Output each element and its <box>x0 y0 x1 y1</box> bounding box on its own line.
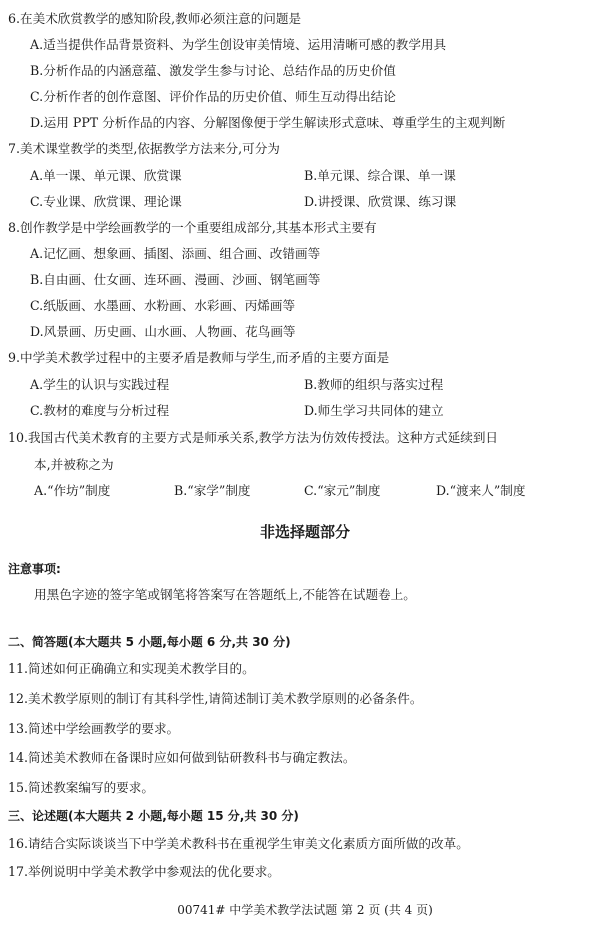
part3-heading: 三、论述题(本大题共 2 小题,每小题 15 分,共 30 分) <box>8 809 299 823</box>
question-13: 13.简述中学绘画教学的要求。 <box>8 721 180 736</box>
question-8-option-a: A.记忆画、想象画、插图、添画、组合画、改错画等 <box>30 246 321 261</box>
question-11: 11.简述如何正确确立和实现美术教学目的。 <box>8 661 255 676</box>
question-7-option-d: D.讲授课、欣赏课、练习课 <box>304 194 457 209</box>
question-17: 17.举例说明中学美术教学中参观法的优化要求。 <box>8 864 280 879</box>
question-7-option-b: B.单元课、综合课、单一课 <box>304 168 456 183</box>
question-10-option-b: B.“家学”制度 <box>174 483 251 498</box>
question-8-option-d: D.风景画、历史画、山水画、人物画、花鸟画等 <box>30 324 296 339</box>
question-6-option-c: C.分析作者的创作意图、评价作品的历史价值、师生互动得出结论 <box>30 89 396 104</box>
question-10-option-a: A.“作坊”制度 <box>34 483 111 498</box>
question-14: 14.简述美术教师在备课时应如何做到钻研教科书与确定教法。 <box>8 750 356 765</box>
question-6-option-d: D.运用 PPT 分析作品的内容、分解图像便于学生解读形式意味、尊重学生的主观判断 <box>30 115 506 130</box>
question-9-option-c: C.教材的难度与分析过程 <box>30 403 170 418</box>
question-8-option-b: B.自由画、仕女画、连环画、漫画、沙画、钢笔画等 <box>30 272 321 287</box>
notice-text: 用黑色字迹的签字笔或钢笔将答案写在答题纸上,不能答在试题卷上。 <box>34 587 416 602</box>
question-9-option-b: B.教师的组织与落实过程 <box>304 377 444 392</box>
question-6-stem: 6.在美术欣赏教学的感知阶段,教师必须注意的问题是 <box>8 11 302 26</box>
question-9-option-d: D.师生学习共同体的建立 <box>304 403 444 418</box>
question-7-option-c: C.专业课、欣赏课、理论课 <box>30 194 182 209</box>
section-title: 非选择题部分 <box>259 523 350 541</box>
question-9-option-a: A.学生的认识与实践过程 <box>30 377 170 392</box>
question-8-option-c: C.纸版画、水墨画、水粉画、水彩画、丙烯画等 <box>30 298 296 313</box>
question-10-option-d: D.“渡来人”制度 <box>436 483 526 498</box>
question-7-option-a: A.单一课、单元课、欣赏课 <box>30 168 182 183</box>
question-9-stem: 9.中学美术教学过程中的主要矛盾是教师与学生,而矛盾的主要方面是 <box>8 350 390 365</box>
question-7-stem: 7.美术课堂教学的类型,依据教学方法来分,可分为 <box>8 141 280 156</box>
question-16: 16.请结合实际谈谈当下中学美术教科书在重视学生审美文化素质方面所做的改革。 <box>8 836 469 851</box>
question-6-option-a: A.适当提供作品背景资料、为学生创设审美情境、运用清晰可感的教学用具 <box>30 37 447 52</box>
notice-heading: 注意事项: <box>8 562 61 576</box>
part2-heading: 二、简答题(本大题共 5 小题,每小题 6 分,共 30 分) <box>8 635 291 649</box>
question-10-option-c: C.“家元”制度 <box>304 483 381 498</box>
question-6-option-b: B.分析作品的内涵意蕴、激发学生参与讨论、总结作品的历史价值 <box>30 63 396 78</box>
page-footer: 00741# 中学美术教学法试题 第 2 页 (共 4 页) <box>177 903 433 917</box>
question-10-stem-line2: 本,并被称之为 <box>34 457 114 472</box>
question-15: 15.简述教案编写的要求。 <box>8 780 154 795</box>
question-12: 12.美术教学原则的制订有其科学性,请简述制订美术教学原则的必备条件。 <box>8 691 423 706</box>
question-8-stem: 8.创作教学是中学绘画教学的一个重要组成部分,其基本形式主要有 <box>8 220 377 235</box>
question-10-stem-line1: 10.我国古代美术教育的主要方式是师承关系,教学方法为仿效传授法。这种方式延续到日 <box>8 430 499 445</box>
